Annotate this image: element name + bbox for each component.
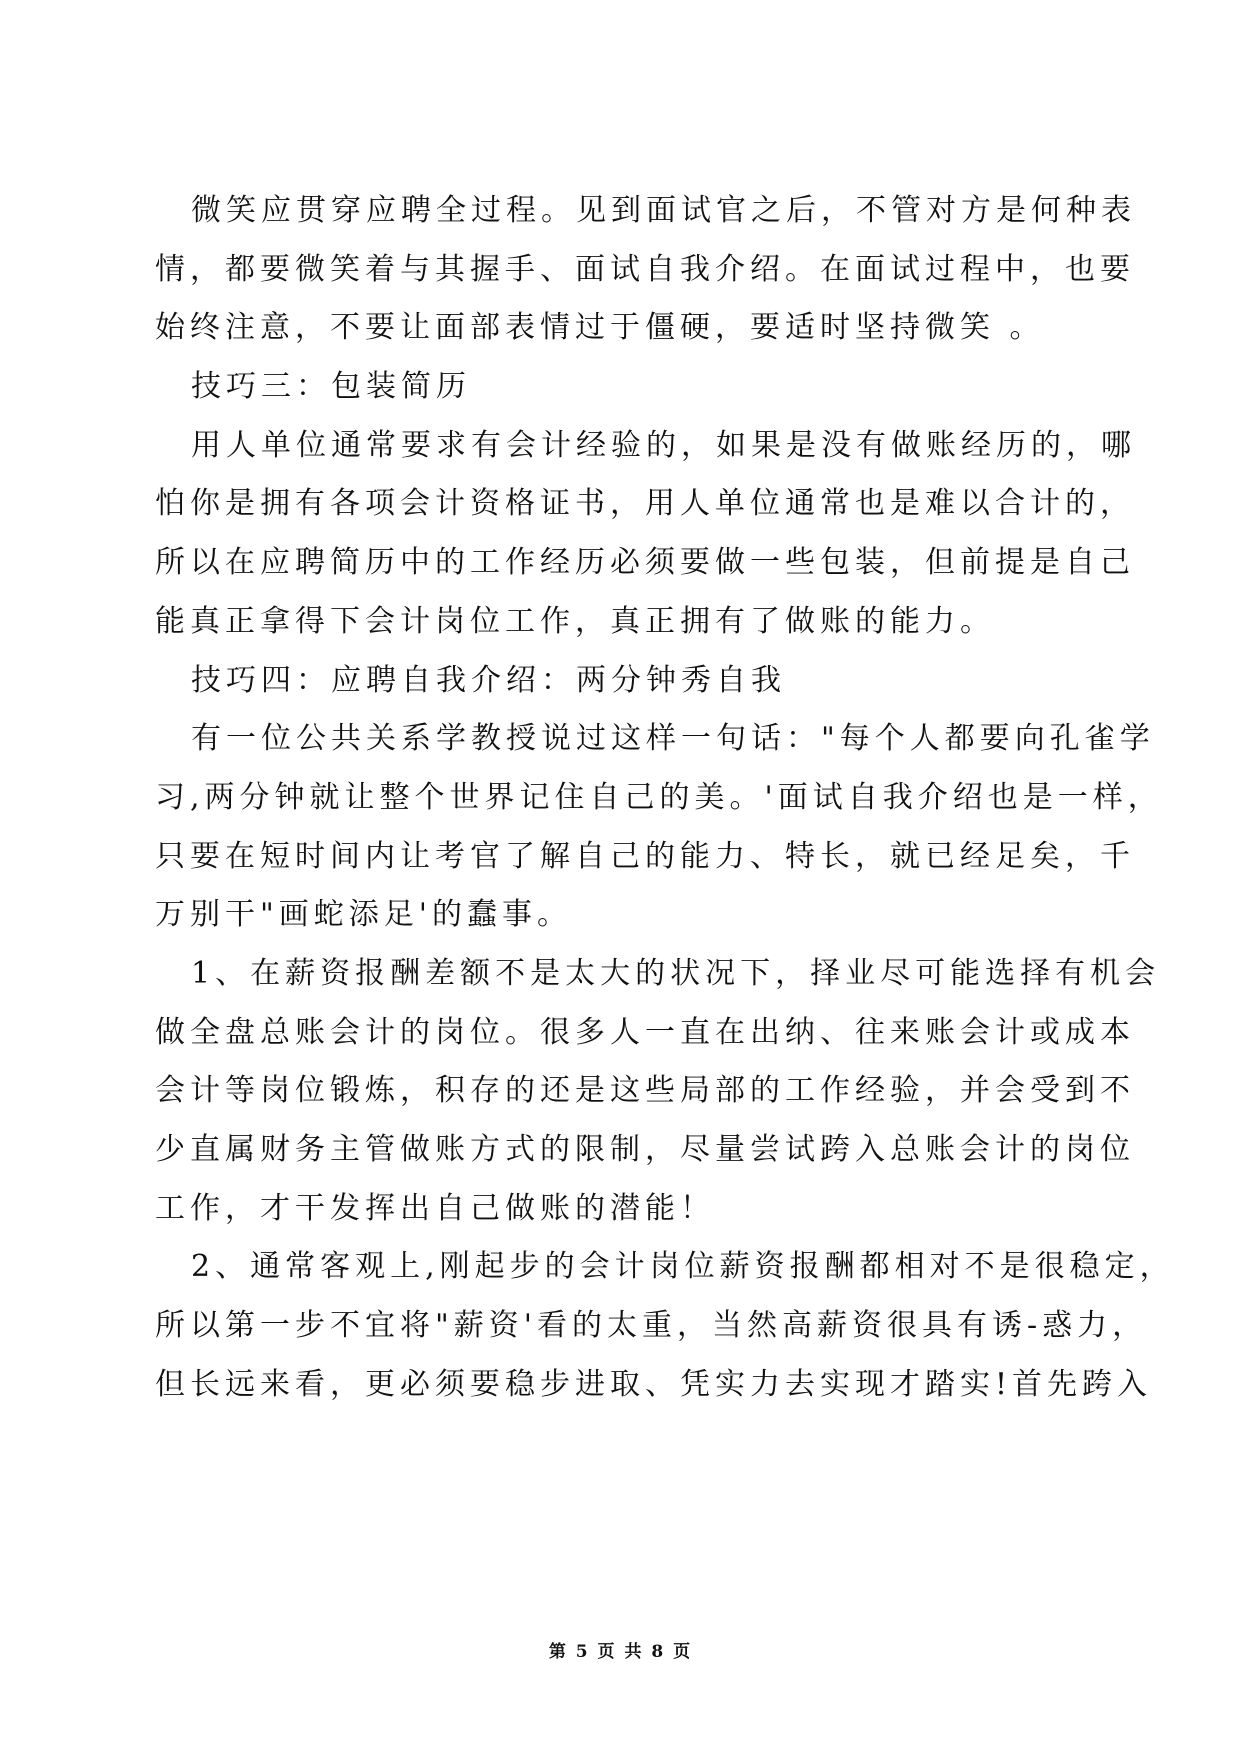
paragraph-line: 会计等岗位锻炼，积存的还是这些局部的工作经验，并会受到不 [155,1073,1135,1109]
page-number-footer: 第 5 页 共 8 页 [548,1642,693,1662]
paragraph-line: 情，都要微笑着与其握手、面试自我介绍。在面试过程中，也要 [155,251,1135,287]
paragraph-line: 始终注意，不要让面部表情过于僵硬，要适时坚持微笑 。 [155,310,1045,346]
paragraph-line: 万别干"画蛇添足'的蠢事。 [155,897,573,933]
paragraph-line: 工作，才干发挥出自己做账的潜能！ [155,1190,715,1226]
paragraph-line: 习,两分钟就让整个世界记住自己的美。'面试自我介绍也是一样， [155,779,1163,815]
paragraph-line: 有一位公共关系学教授说过这样一句话："每个人都要向孔雀学 [191,721,1155,757]
section-heading [155,358,1095,417]
paragraph-line: 少直属财务主管做账方式的限制，尽量尝试跨入总账会计的岗位 [155,1132,1135,1167]
heading-text: 技巧三：包装简历 [191,369,471,405]
heading-text: 技巧四：应聘自我介绍：两分钟秀自我 [191,662,786,698]
paragraph-line: 但长远来看，更必须要稳步进取、凭实力去实现才踏实!首先跨入 [155,1366,1153,1402]
paragraph-line: 怕你是拥有各项会计资格证书，用人单位通常也是难以合计的， [155,486,1135,522]
paragraph-line: 所以第一步不宜将"薪资'看的太重，当然高薪资很具有诱-惑力， [155,1308,1148,1344]
paragraph-line: 只要在短时间内让考官了解自己的能力、特长，就已经足矣，千 [155,838,1135,874]
section-heading [155,652,1095,711]
body-paragraph [155,710,1163,945]
paragraph-line: 做全盘总账会计的岗位。很多人一直在出纳、往来账会计或成本 [155,1014,1135,1050]
paragraph-line: 1、在薪资报酬差额不是太大的状况下，择业尽可能选择有机会 [191,955,1161,991]
body-paragraph [155,945,1161,1238]
body-paragraph [155,182,1136,358]
paragraph-line: 微笑应贯穿应聘全过程。见到面试官之后，不管对方是何种表 [191,193,1136,228]
paragraph-line: 所以在应聘简历中的工作经历必须要做一些包装，但前提是自己 [155,545,1135,581]
document-body [155,182,1175,1414]
body-paragraph [155,1238,1175,1414]
body-paragraph [155,417,1136,652]
paragraph-line: 用人单位通常要求有会计经验的，如果是没有做账经历的，哪 [191,427,1136,463]
paragraph-line: 能真正拿得下会计岗位工作，真正拥有了做账的能力。 [155,603,995,639]
paragraph-line: 2、通常客观上,刚起步的会计岗位薪资报酬都相对不是很稳定， [191,1249,1175,1285]
